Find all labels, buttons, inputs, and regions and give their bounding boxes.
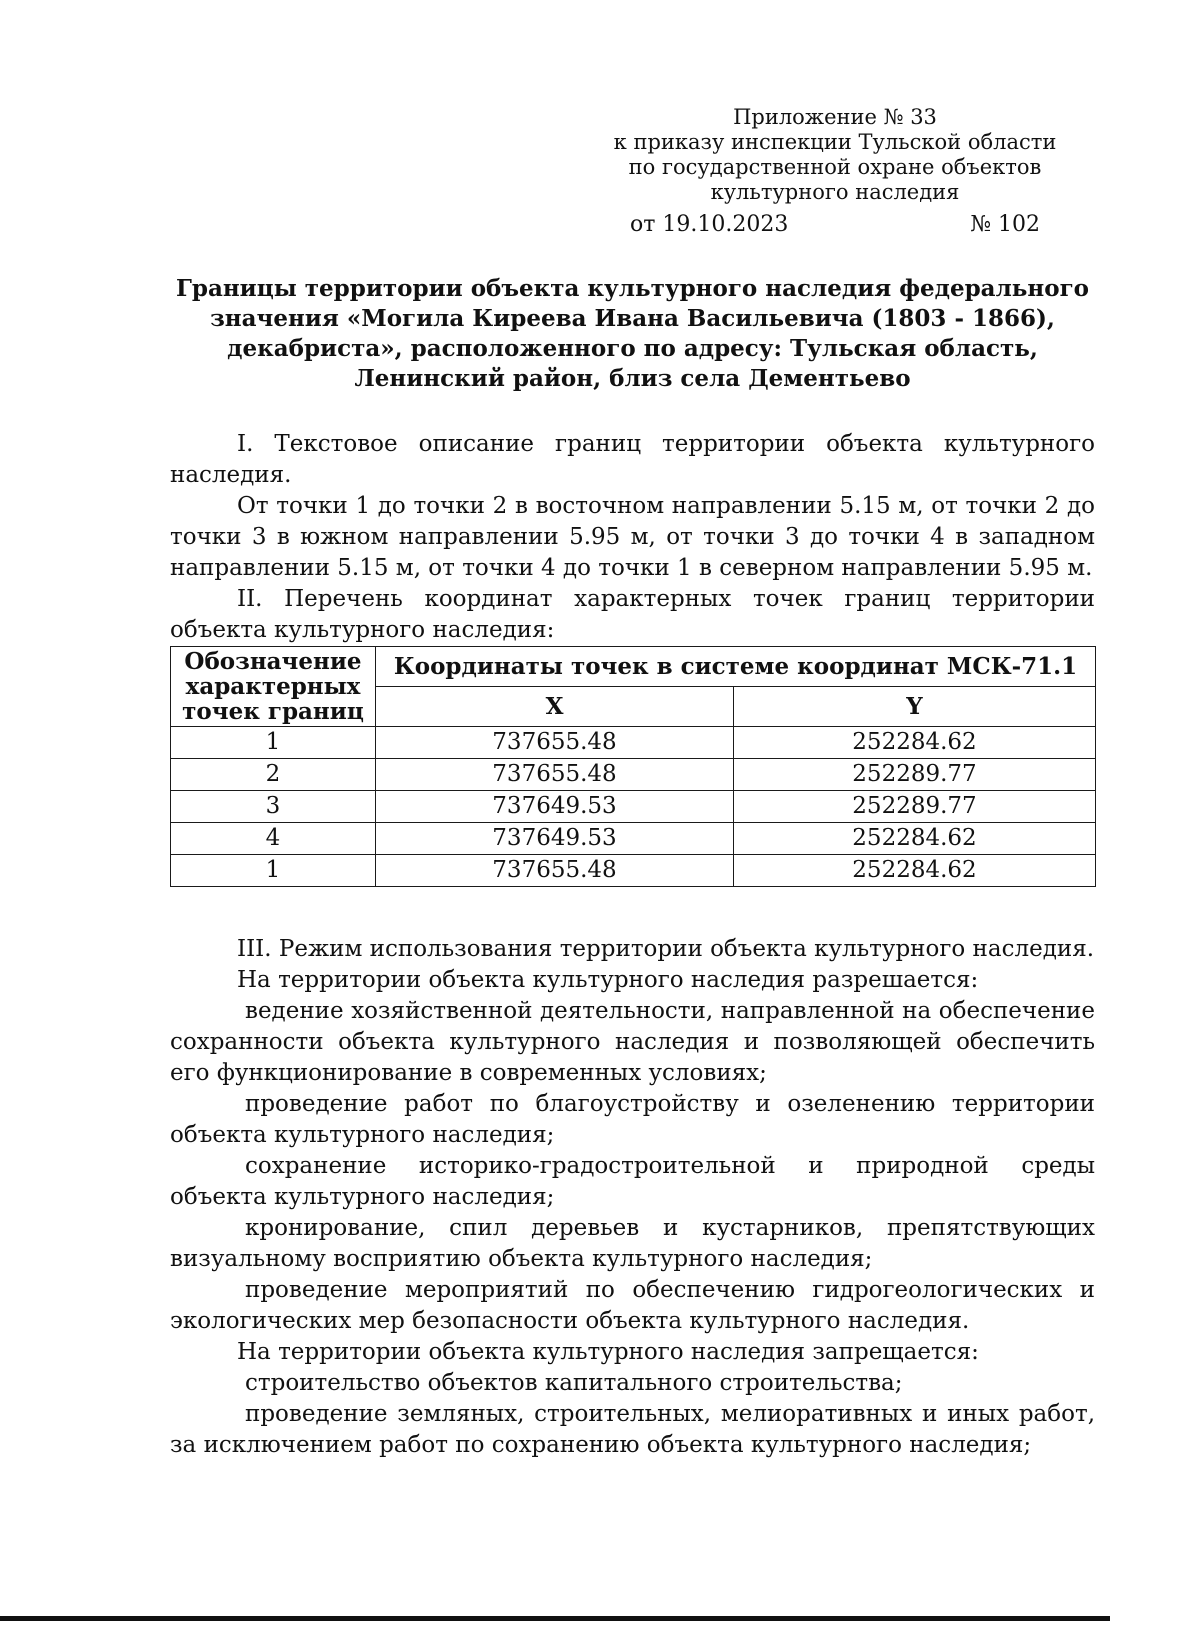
table-row [171,823,1096,855]
x-cell: 737655.48 [376,855,734,887]
coords-system-header: Координаты точек в системе координат МСК-71.1 [376,647,1096,687]
forbidden-intro: На территории объекта культурного наследия запрещается: [237,1339,979,1365]
title-line: значения «Могила Киреева Ивана Васильевича (1803 - 1866), [210,305,1055,332]
forbidden-item: проведение земляных, строительных, мелиоративных и иных работ, за исключением работ по сохранению объекта культурного наследия; [170,1401,1095,1458]
appendix-line: к приказу инспекции Тульской области [613,130,1057,154]
point-cell: 4 [171,823,376,855]
col-point-header: Обозначение характерных точек границ [171,647,376,727]
forbidden-item: строительство объектов капитального строительства; [245,1370,903,1396]
table-row [171,855,1096,887]
y-cell: 252284.62 [734,727,1096,759]
section3-heading: III. Режим использования территории объекта культурного наследия. [237,936,1095,962]
allowed-item: проведение мероприятий по обеспечению гидрогеологических и экологических мер безопасности объекта культурного наследия. [170,1277,1095,1334]
allowed-item: проведение работ по благоустройству и озеленению территории объекта культурного наследия; [170,1091,1095,1148]
allowed-item: ведение хозяйственной деятельности, направленной на обеспечение сохранности объекта культурного наследия и позволяющей обеспечить его функционирование в современных условиях; [170,998,1095,1086]
point-cell: 1 [171,855,376,887]
title-line: Ленинский район, близ села Дементьево [354,365,911,392]
x-cell: 737655.48 [376,727,734,759]
section1-heading: I. Текстовое описание границ территории объекта культурного наследия. [170,431,1095,488]
appendix-header [575,105,1095,205]
document-title [170,274,1095,394]
table-row [171,727,1096,759]
table-row [171,791,1096,823]
sections-1-2 [170,429,1095,646]
section-3 [170,934,1095,1461]
y-cell: 252289.77 [734,791,1096,823]
allowed-item: кронирование, спил деревьев и кустарников, препятствующих визуальному восприятию объекта культурного наследия; [170,1215,1095,1272]
section1-description: От точки 1 до точки 2 в восточном направлении 5.15 м, от точки 2 до точки 3 в южном направлении 5.95 м, от точки 3 до точки 4 в западном направлении 5.15 м, от точки 4 до точки 1 в северном направлении 5.95 м. [170,493,1095,581]
order-number: № 102 [970,212,1040,237]
point-cell: 3 [171,791,376,823]
y-cell: 252289.77 [734,759,1096,791]
col-y-header: Y [734,687,1096,727]
coordinates-table [170,646,1096,887]
section2-heading: II. Перечень координат характерных точек границ территории объекта культурного наследия: [170,586,1095,643]
col-x-header: X [376,687,734,727]
x-cell: 737649.53 [376,791,734,823]
y-cell: 252284.62 [734,855,1096,887]
order-date-number [630,212,1040,238]
allowed-intro: На территории объекта культурного наследия разрешается: [237,967,979,993]
x-cell: 737649.53 [376,823,734,855]
appendix-line: по государственной охране объектов [628,155,1042,179]
table-row [171,759,1096,791]
point-cell: 2 [171,759,376,791]
allowed-item: сохранение историко-градостроительной и природной среды объекта культурного наследия; [170,1153,1095,1210]
title-line: декабриста», расположенного по адресу: Тульская область, [227,335,1038,362]
appendix-line: культурного наследия [710,180,960,204]
y-cell: 252284.62 [734,823,1096,855]
order-date: от 19.10.2023 [630,212,789,237]
x-cell: 737655.48 [376,759,734,791]
title-line: Границы территории объекта культурного наследия федерального [175,275,1090,302]
scan-edge-line [0,1616,1110,1621]
point-cell: 1 [171,727,376,759]
appendix-line: Приложение № 33 [733,105,937,129]
